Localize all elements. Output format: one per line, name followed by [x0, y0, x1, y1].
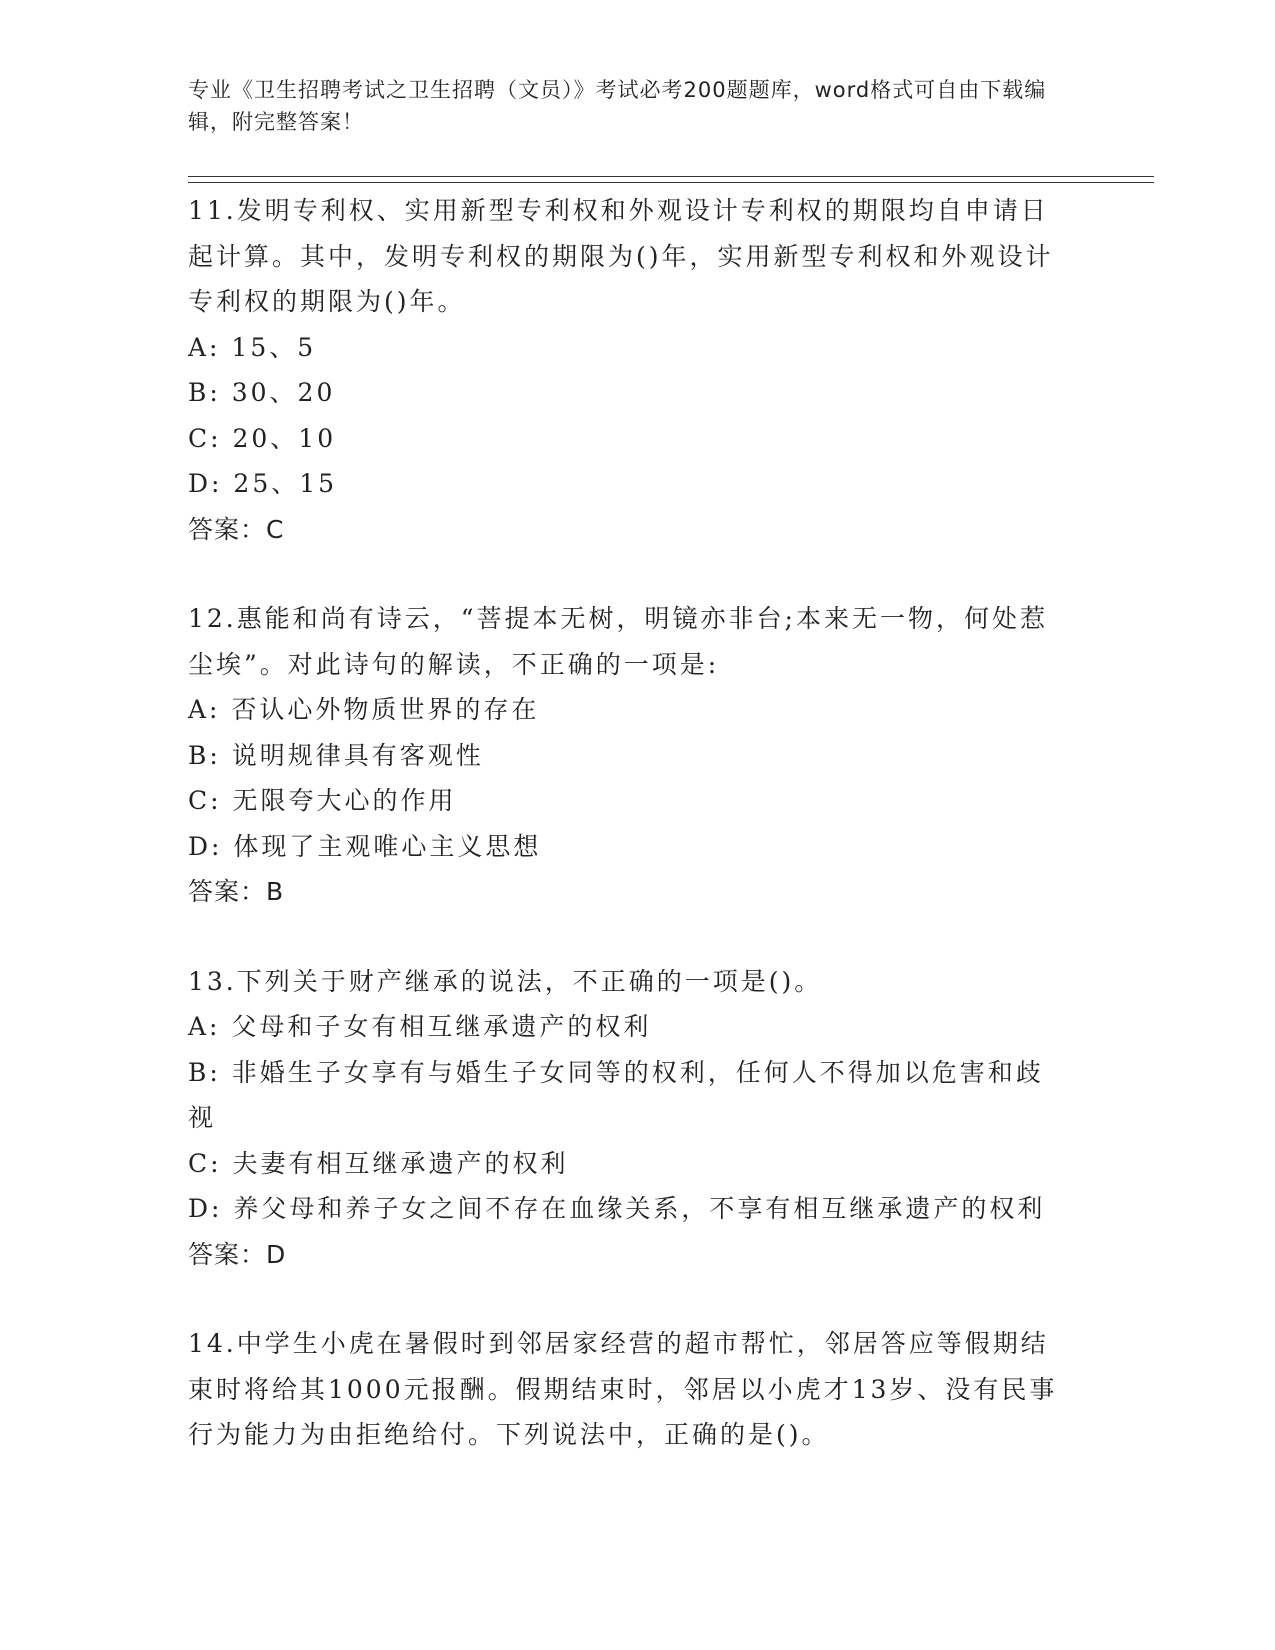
question-stem: 14.中学生小虎在暑假时到邻居家经营的超市帮忙，邻居答应等假期结束时将给其1000元报酬。假期结束时，邻居以小虎才13岁、没有民事行为能力为由拒绝给付。下列说法中，正确的是()。	[188, 1329, 1058, 1449]
question-13	[188, 959, 1068, 1278]
question-stem: 12.惠能和尚有诗云，“菩提本无树，明镜亦非台;本来无一物，何处惹尘埃”。对此诗句的解读，不正确的一项是:	[188, 604, 1048, 679]
answer-line: 答案：D	[188, 1239, 287, 1269]
answer-line: 答案：C	[188, 514, 285, 544]
option-c: C: 无限夸大心的作用	[188, 786, 457, 815]
question-list	[188, 188, 1068, 1458]
answer-line: 答案：B	[188, 877, 285, 906]
header-divider-top	[188, 176, 1154, 177]
option-a: A: 15、5	[188, 332, 317, 362]
option-c: C: 夫妻有相互继承遗产的权利	[188, 1148, 569, 1178]
question-14	[188, 1321, 1068, 1458]
option-a: A: 否认心外物质世界的存在	[188, 695, 540, 724]
header-divider-bottom	[188, 182, 1154, 183]
option-b: B: 说明规律具有客观性	[188, 740, 484, 770]
option-d: D: 体现了主观唯心主义思想	[188, 831, 542, 861]
document-header: 专业《卫生招聘考试之卫生招聘（文员）》考试必考200题题库，word格式可自由下载编辑，附完整答案！	[188, 78, 1047, 134]
question-12	[188, 596, 1068, 915]
option-c: C: 20、10	[188, 423, 337, 453]
question-stem: 11.发明专利权、实用新型专利权和外观设计专利权的期限均自申请日起计算。其中，发明专利权的期限为()年，实用新型专利权和外观设计专利权的期限为()年。	[188, 196, 1054, 316]
option-d: D: 养父母和养子女之间不存在血缘关系，不享有相互继承遗产的权利	[188, 1194, 1046, 1223]
question-stem: 13.下列关于财产继承的说法，不正确的一项是()。	[188, 966, 823, 996]
option-a: A: 父母和子女有相互继承遗产的权利	[188, 1012, 652, 1041]
option-b: B: 30、20	[188, 378, 336, 407]
option-b: B: 非婚生子女享有与婚生子女同等的权利，任何人不得加以危害和歧视	[188, 1057, 1044, 1132]
question-11	[188, 188, 1068, 552]
option-d: D: 25、15	[188, 469, 338, 498]
